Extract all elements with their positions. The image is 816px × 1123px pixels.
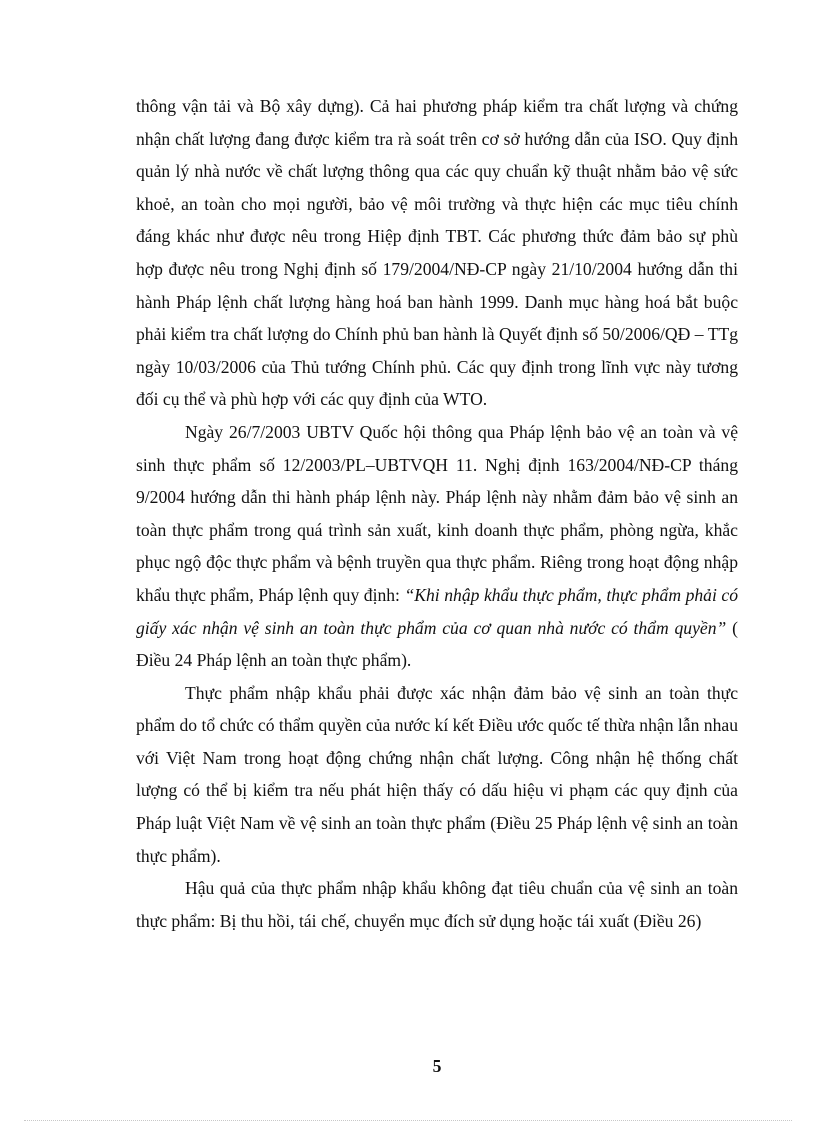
- paragraph-text: Hậu quả của thực phẩm nhập khẩu không đạt tiêu chuẩn của vệ sinh an toàn thực phẩm: Bị thu hồi, tái chế, chuyển mục đích sử dụng hoặc tái xuất (Điều 26): [136, 878, 738, 931]
- paragraph-consequences: [136, 872, 738, 937]
- paragraph-import-certification: [136, 677, 738, 873]
- quoted-regulation: “Khi nhập khẩu thực phẩm, thực phẩm phải có giấy xác nhận vệ sinh an toàn thực phẩm của cơ quan nhà nước có thẩm quyền”: [136, 584, 738, 638]
- paragraph-text: Thực phẩm nhập khẩu phải được xác nhận đảm bảo vệ sinh an toàn thực phẩm do tổ chức có thẩm quyền của nước kí kết Điều ước quốc tế thừa nhận lẫn nhau với Việt Nam trong hoạt động chứng nhận chất lượng. Công nhận hệ thống chất lượng có thể bị kiểm tra nếu phát hiện thấy có dấu hiệu vi phạm các quy định của Pháp luật Việt Nam về vệ sinh an toàn thực phẩm (Điều 25 Pháp lệnh vệ sinh an toàn thực phẩm).: [136, 682, 738, 866]
- document-body: [136, 90, 738, 937]
- paragraph-text: thông vận tải và Bộ xây dựng). Cả hai phương pháp kiểm tra chất lượng và chứng nhận chất lượng đang được kiểm tra rà soát trên cơ sở hướng dẫn của ISO. Quy định quản lý nhà nước về chất lượng thông qua các quy chuẩn kỹ thuật nhằm bảo vệ sức khoẻ, an toàn cho mọi người, bảo vệ môi trường và thực hiện các mục tiêu chính đáng khác như được nêu trong Hiệp định TBT. Các phương thức đảm bảo sự phù hợp được nêu trong Nghị định số 179/2004/NĐ-CP ngày 21/10/2004 hướng dẫn thi hành Pháp lệnh chất lượng hàng hoá ban hành 1999. Danh mục hàng hoá bắt buộc phải kiểm tra chất lượng do Chính phủ ban hành là Quyết định số 50/2006/QĐ – TTg ngày 10/03/2006 của Thủ tướng Chính phủ. Các quy định trong lĩnh vực này tương đối cụ thể và phù hợp với các quy định của WTO.: [136, 96, 738, 410]
- paragraph-text: ( Điều 24 Pháp lệnh an toàn thực phẩm).: [136, 617, 738, 671]
- paragraph-food-safety-ordinance: [136, 416, 738, 677]
- page-number: 5: [432, 1056, 442, 1076]
- paragraph-continuation: [136, 90, 738, 416]
- paragraph-text: Ngày 26/7/2003 UBTV Quốc hội thông qua Pháp lệnh bảo vệ an toàn và vệ sinh thực phẩm số 12/2003/PL–UBTVQH 11. Nghị định 163/2004/NĐ-CP tháng 9/2004 hướng dẫn thi hành pháp lệnh này. Pháp lệnh này nhằm đảm bảo vệ sinh an toàn thực phẩm trong quá trình sản xuất, kinh doanh thực phẩm, phòng ngừa, khắc phục ngộ độc thực phẩm và bệnh truyền qua thực phẩm. Riêng trong hoạt động nhập khẩu thực phẩm, Pháp lệnh quy định:: [136, 421, 738, 605]
- footer-divider: [24, 1120, 792, 1121]
